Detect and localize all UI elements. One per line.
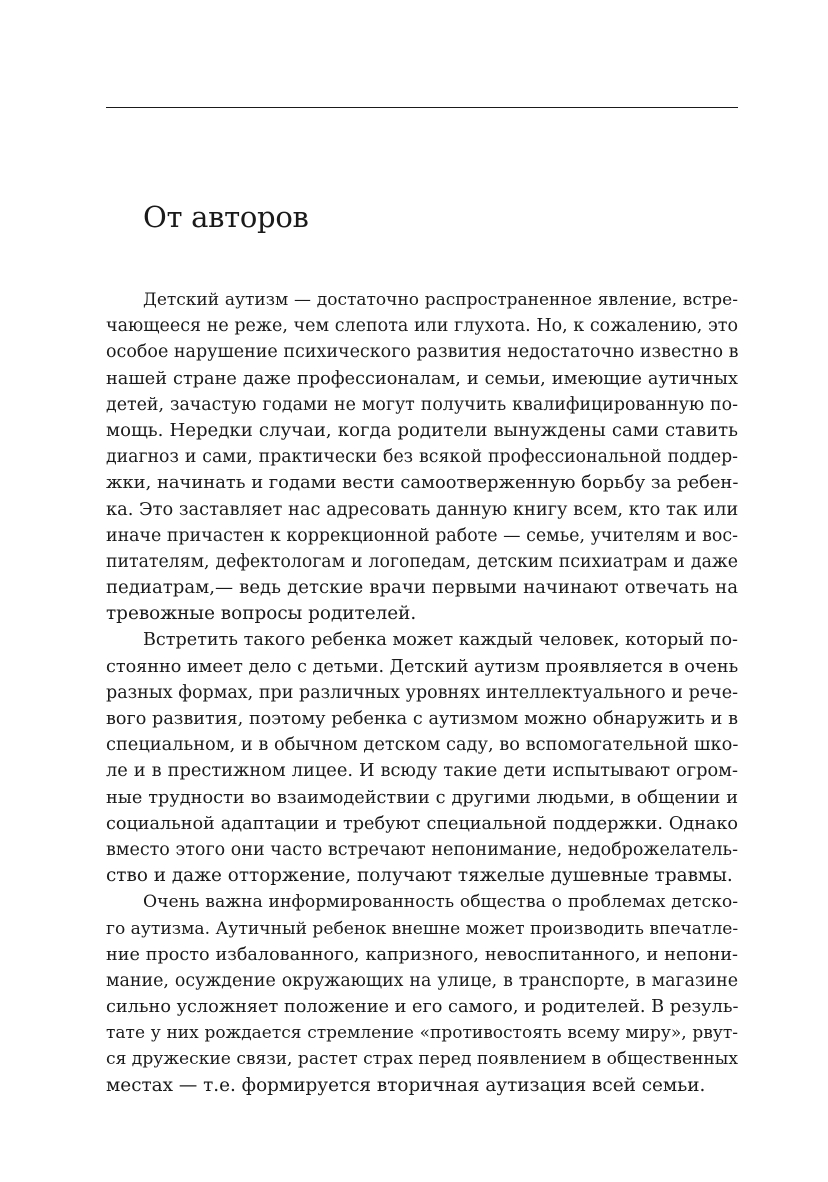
text-line: ся дружеские связи, растет страх перед появлением в общественных bbox=[106, 1049, 738, 1070]
text-line: жки, начинать и годами вести самоотверженную борьбу за ребен- bbox=[106, 472, 738, 494]
text-line: ные трудности во взаимодействии с другими людьми, в общении и bbox=[106, 787, 738, 808]
text-line: Встретить такого ребенка может каждый человек, который по- bbox=[143, 630, 738, 651]
text-line: тревожные вопросы родителей. bbox=[106, 603, 417, 625]
text-line: стоянно имеет дело с детьми. Детский аутизм проявляется в очень bbox=[106, 656, 738, 677]
text-line: Детский аутизм — достаточно распространенное явление, встре- bbox=[143, 290, 738, 310]
chapter-heading: От авторов bbox=[143, 200, 309, 234]
text-line: сильно усложняет положение и его самого, и родителей. В резуль- bbox=[106, 997, 738, 1018]
text-line: иначе причастен к коррекционной работе — семье, учителям и вос- bbox=[106, 525, 738, 546]
paragraph-3 bbox=[106, 889, 738, 1099]
text-line: педиатрам,— ведь детские врачи первыми начинают отвечать на bbox=[106, 577, 738, 599]
text-line: вого развития, поэтому ребенка с аутизмом можно обнаружить и в bbox=[106, 709, 738, 729]
text-line: ство и даже отторжение, получают тяжелые душевные травмы. bbox=[106, 865, 733, 887]
paragraph-2 bbox=[106, 627, 738, 889]
text-line: детей, зачастую годами не могут получить квалифицированную по- bbox=[106, 394, 738, 415]
text-line: тате у них рождается стремление «противостоять всему миру», рвут- bbox=[106, 1023, 738, 1044]
text-line: социальной адаптации и требуют специальной поддержки. Однако bbox=[106, 813, 738, 834]
header-rule bbox=[106, 107, 738, 108]
text-line: ние просто избалованного, капризного, невоспитанного, и непони- bbox=[106, 944, 738, 965]
text-line: разных формах, при различных уровнях интеллектуального и рече- bbox=[106, 682, 738, 703]
body-text bbox=[106, 287, 738, 1099]
text-line: особое нарушение психического развития недостаточно известно в bbox=[106, 342, 738, 363]
text-line: мощь. Нередки случаи, когда родители вынуждены сами ставить bbox=[106, 419, 738, 441]
text-line: диагноз и сами, практически без всякой профессиональной поддер- bbox=[106, 447, 738, 468]
text-line: Очень важна информированность общества о проблемах детско- bbox=[143, 892, 738, 913]
text-line: го аутизма. Аутичный ребенок внешне может производить впечатле- bbox=[106, 918, 738, 939]
text-line: специальном, и в обычном детском саду, во вспомогательной шко- bbox=[106, 734, 738, 756]
text-line: ле и в престижном лицее. И всюду такие дети испытывают огром- bbox=[106, 760, 738, 782]
text-line: питателям, дефектологам и логопедам, детским психиатрам и даже bbox=[106, 551, 738, 572]
text-line: вместо этого они часто встречают непонимание, недоброжелатель- bbox=[106, 839, 738, 860]
text-line: местах — т.е. формируется вторичная аутизация всей семьи. bbox=[106, 1074, 706, 1096]
text-line: мание, осуждение окружающих на улице, в транспорте, в магазине bbox=[106, 970, 738, 991]
text-line: нашей стране даже профессионалам, и семьи, имеющие аутичных bbox=[106, 368, 738, 389]
text-line: ка. Это заставляет нас адресовать данную книгу всем, кто так или bbox=[106, 498, 738, 520]
paragraph-1 bbox=[106, 287, 738, 627]
text-line: чающееся не реже, чем слепота или глухота. Но, к сожалению, это bbox=[106, 316, 738, 337]
